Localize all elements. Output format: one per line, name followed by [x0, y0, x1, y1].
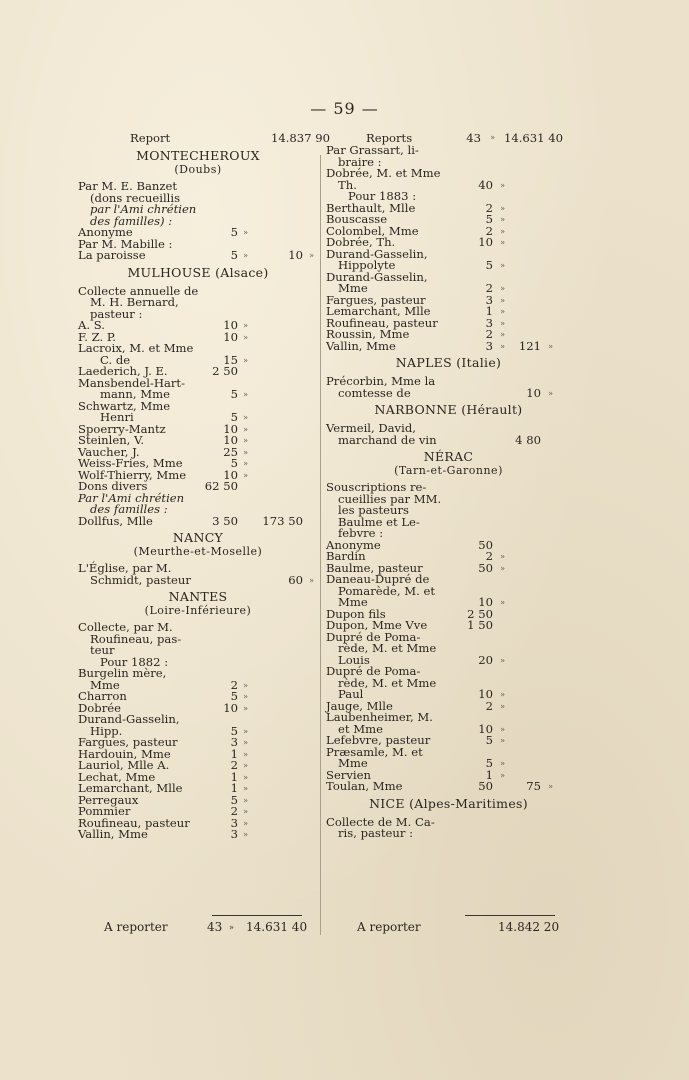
- entry-text: Dobrée: [78, 700, 121, 715]
- section-title: MONTECHEROUX: [136, 148, 260, 163]
- entry-subtotal: 75: [526, 779, 541, 793]
- entry-text: Weiss-Fries, Mme: [78, 456, 183, 470]
- entry-amount: 5: [230, 456, 238, 470]
- entry-text: M. H. Bernard,: [90, 295, 179, 309]
- entry-text: Charron: [78, 689, 127, 703]
- entry-ditto-mark: »: [243, 680, 248, 690]
- entry-ditto-mark: »: [500, 736, 505, 745]
- entry-row: [326, 338, 571, 353]
- entry-amount: 5: [485, 258, 493, 272]
- left-column: [78, 131, 330, 841]
- entry-amount: 40: [478, 177, 493, 192]
- entry-text: Burgelin mère,: [78, 666, 167, 680]
- entry-text: Roufineau, pasteur: [78, 815, 190, 830]
- entry-amount: 1: [230, 781, 238, 795]
- entry-amount: 2: [230, 677, 238, 692]
- entry-text: Lacroix, M. et Mme: [78, 341, 194, 355]
- entry-text: cueillies par MM.: [338, 491, 442, 506]
- entry-text: Durand-Gasselin,: [326, 246, 428, 261]
- report-label: Reports: [366, 131, 413, 145]
- entry-amount: 2: [230, 758, 238, 772]
- entry-text: Præsamle, M. et: [326, 744, 423, 759]
- footer-left-subtotal: 43: [207, 920, 223, 934]
- entry-amount: 2: [485, 281, 493, 295]
- entry-amount: 2 50: [467, 606, 493, 621]
- entry-text: Vaucher, J.: [78, 444, 140, 459]
- entry-text: Dupré de Poma-: [326, 629, 421, 644]
- section-title: MULHOUSE (Alsace): [127, 264, 269, 280]
- entry-ditto-mark: »: [243, 251, 248, 260]
- entry-text: des familles) :: [90, 213, 173, 228]
- entry-ditto-mark: »: [500, 552, 505, 561]
- entry-ditto-mark: »: [243, 424, 248, 434]
- entry-ditto-mark: »: [500, 238, 505, 247]
- entry-row: [326, 385, 571, 400]
- entry-amount: 1 50: [467, 618, 493, 632]
- entry-text: febvre :: [338, 526, 384, 540]
- right-column: [326, 131, 571, 840]
- entry-text: Steinlen, V.: [78, 433, 145, 447]
- entry-text: Daneau-Dupré de: [326, 572, 430, 586]
- entry-ditto-mark: »: [243, 761, 248, 770]
- entry-text: Collecte, par M.: [78, 620, 173, 634]
- entry-ditto-mark: »: [500, 563, 505, 573]
- entry-text: Pour 1882 :: [100, 654, 169, 669]
- entry-text: Spoerry-Mantz: [78, 421, 166, 436]
- entry-amount: 10: [478, 235, 493, 249]
- entry-text: Par M. Mabille :: [78, 236, 173, 251]
- entry-amount: 15: [223, 352, 238, 367]
- entry-amount: 10: [223, 318, 238, 332]
- entry-text: Vermeil, David,: [326, 421, 416, 435]
- entry-text: Dupré de Poma-: [326, 664, 421, 678]
- entry-text: Jauge, Mlle: [326, 698, 393, 713]
- entry-text: C. de: [100, 352, 131, 367]
- entry-text: Fargues, pasteur: [326, 292, 426, 307]
- entry-subtotal: 4 80: [515, 432, 541, 447]
- entry-text: rède, M. et Mme: [338, 641, 437, 655]
- entry-ditto-mark: »: [243, 692, 248, 701]
- entry-text: Par Grassart, li-: [326, 143, 419, 157]
- entry-amount: 10: [223, 433, 238, 447]
- entry-text: Roufineau, pas-: [90, 631, 182, 646]
- entry-text: braire :: [338, 154, 382, 169]
- entry-text: Servien: [326, 767, 371, 782]
- entry-subtotal-mark: »: [548, 341, 553, 351]
- entry-text: Par l'Ami chrétien: [78, 490, 185, 505]
- entry-amount: 3: [230, 735, 238, 749]
- entry-amount: 2: [485, 549, 493, 563]
- footer-left-subtotal-mark: »: [229, 923, 234, 932]
- entry-row: [78, 306, 318, 321]
- entry-ditto-mark: »: [500, 318, 505, 328]
- entry-text: Mansbendel-Hart-: [78, 375, 185, 390]
- entry-ditto-mark: »: [243, 228, 248, 237]
- entry-text: Colombel, Mme: [326, 223, 419, 238]
- entry-text: Dobrée, Th.: [326, 235, 396, 249]
- entry-amount: 3: [230, 827, 238, 841]
- entry-text: Dons divers: [78, 479, 148, 493]
- entry-ditto-mark: »: [500, 295, 505, 305]
- entry-text: Lefebvre, pasteur: [326, 733, 431, 747]
- entry-amount: 3 50: [212, 513, 238, 528]
- entry-amount: 1: [485, 304, 493, 318]
- entry-ditto-mark: »: [500, 307, 505, 316]
- report-row: [78, 131, 330, 145]
- footer-right-label: A reporter: [357, 920, 421, 934]
- entry-row: [78, 513, 318, 528]
- entry-amount: 20: [478, 652, 493, 667]
- entry-text: Fargues, pasteur: [78, 735, 178, 749]
- report-amount: 14.631 40: [503, 131, 563, 145]
- entry-amount: 5: [230, 792, 238, 807]
- entry-ditto-mark: »: [243, 470, 248, 480]
- entry-text: rède, M. et Mme: [338, 675, 437, 690]
- entry-text: Schmidt, pasteur: [90, 572, 191, 587]
- entry-ditto-mark: »: [500, 226, 505, 236]
- entry-ditto-mark: »: [243, 321, 248, 330]
- entry-ditto-mark: »: [243, 818, 248, 828]
- section-title: NANCY: [172, 530, 224, 545]
- entry-amount: 3: [485, 338, 493, 353]
- entry-subtotal: 10: [526, 385, 541, 400]
- entry-subtotal: 10: [288, 248, 303, 262]
- entry-text: Louis: [338, 652, 370, 667]
- entry-ditto-mark: »: [243, 738, 248, 747]
- entry-ditto-mark: »: [243, 413, 248, 422]
- entry-text: Lemarchant, Mlle: [78, 781, 183, 795]
- entry-amount: 5: [485, 756, 493, 770]
- entry-ditto-mark: »: [243, 332, 248, 342]
- entry-amount: 50: [478, 537, 493, 552]
- entry-text: La paroisse: [78, 248, 146, 262]
- entry-row: [326, 781, 571, 793]
- section-title: NANTES: [168, 589, 228, 604]
- footer-left-label: A reporter: [104, 920, 168, 934]
- entry-text: Vallin, Mme: [326, 338, 396, 353]
- entry-text: Toulan, Mme: [326, 779, 403, 793]
- entry-amount: 5: [230, 387, 238, 401]
- entry-ditto-mark: »: [500, 655, 505, 665]
- entry-amount: 25: [223, 444, 238, 459]
- footer-rule-left: [212, 915, 302, 916]
- entry-ditto-mark: »: [500, 261, 505, 270]
- entry-row: [326, 828, 571, 840]
- entry-ditto-mark: »: [500, 701, 505, 711]
- entry-subtotal-mark: »: [548, 782, 553, 791]
- entry-ditto-mark: »: [500, 690, 505, 699]
- section-region: (Loire-Inférieure): [144, 604, 252, 617]
- report-label: Report: [130, 131, 171, 145]
- entry-text: Lechat, Mme: [78, 769, 156, 784]
- entry-amount: 1: [230, 769, 238, 784]
- entry-ditto-mark: »: [500, 284, 505, 293]
- entry-amount: 1: [485, 767, 493, 782]
- entry-amount: 2: [485, 327, 493, 341]
- entry-text: Mme: [338, 281, 368, 295]
- entry-ditto-mark: »: [243, 795, 248, 805]
- entry-amount: 10: [478, 595, 493, 609]
- entry-text: Pour 1883 :: [348, 189, 417, 203]
- entry-text: Durand-Gasselin,: [326, 269, 428, 284]
- entry-text: Anonyme: [326, 537, 381, 552]
- entry-text: Bouscasse: [326, 212, 388, 226]
- entry-ditto-mark: »: [500, 598, 505, 607]
- entry-text: Hardouin, Mme: [78, 746, 171, 761]
- entry-text: Henri: [100, 410, 134, 424]
- entry-ditto-mark: »: [243, 726, 248, 736]
- entry-subtotal-mark: »: [309, 575, 314, 585]
- entry-text: Berthault, Mlle: [326, 200, 416, 215]
- entry-amount: 10: [478, 721, 493, 736]
- entry-ditto-mark: »: [243, 703, 248, 713]
- entry-ditto-mark: »: [243, 390, 248, 399]
- section-region: (Tarn-et-Garonne): [394, 464, 503, 477]
- entry-text: Mme: [338, 756, 368, 770]
- entry-text: Hipp.: [90, 723, 123, 738]
- entry-ditto-mark: »: [243, 355, 248, 365]
- entry-amount: 5: [485, 733, 493, 747]
- entry-ditto-mark: »: [500, 341, 505, 351]
- entry-ditto-mark: »: [500, 180, 505, 190]
- entry-text: ris, pasteur :: [338, 826, 413, 840]
- entry-amount: 1: [230, 746, 238, 761]
- page-number: — 59 —: [310, 99, 379, 118]
- entry-ditto-mark: »: [243, 784, 248, 793]
- entry-amount: 5: [230, 723, 238, 738]
- entry-ditto-mark: »: [243, 772, 248, 782]
- footer-right-total: 14.842 20: [498, 920, 560, 934]
- entry-text: Souscriptions re-: [326, 480, 427, 494]
- report-amount: 14.837 90: [270, 131, 330, 145]
- entry-text: Roussin, Mme: [326, 327, 410, 341]
- entry-ditto-mark: »: [500, 215, 505, 224]
- entry-text: Lauriol, Mlle A.: [78, 758, 170, 772]
- entry-text: Bardin: [326, 549, 366, 563]
- entry-text: Perregaux: [78, 792, 139, 807]
- entry-ditto-mark: »: [243, 459, 248, 468]
- entry-row: [78, 572, 318, 587]
- report-subtotal: 43: [466, 131, 481, 145]
- entry-amount: 5: [485, 212, 493, 226]
- entry-text: Anonyme: [78, 225, 133, 239]
- section-title: NICE (Alpes-Maritimes): [369, 795, 528, 811]
- entry-text: Th.: [338, 177, 357, 192]
- entry-subtotal: 173 50: [262, 513, 303, 528]
- entry-text: Vallin, Mme: [78, 827, 148, 841]
- entry-text: Mme: [338, 595, 368, 609]
- entry-ditto-mark: »: [500, 770, 505, 780]
- entry-ditto-mark: »: [243, 830, 248, 839]
- entry-text: Dupon fils: [326, 606, 386, 621]
- entry-ditto-mark: »: [500, 759, 505, 768]
- entry-amount: 10: [478, 687, 493, 701]
- entry-text: Laubenheimer, M.: [326, 710, 433, 724]
- entry-text: par l'Ami chrétien: [90, 202, 197, 216]
- entry-amount: 2 50: [212, 364, 238, 378]
- entry-amount: 50: [478, 779, 493, 793]
- entry-subtotal-mark: »: [548, 388, 553, 398]
- entry-text: Par M. E. Banzet: [78, 179, 178, 193]
- entry-amount: 5: [230, 225, 238, 239]
- entry-text: et Mme: [338, 721, 383, 736]
- entry-amount: 2: [230, 804, 238, 818]
- entry-amount: 2: [485, 698, 493, 713]
- entry-amount: 3: [485, 292, 493, 307]
- entry-text: teur: [90, 643, 115, 657]
- entry-text: F. Z. P.: [78, 329, 116, 344]
- entry-amount: 3: [230, 815, 238, 830]
- entry-text: L'Église, par M.: [78, 561, 172, 575]
- entry-row: [326, 168, 571, 180]
- entry-ditto-mark: »: [500, 330, 505, 339]
- footer-left-total: 14.631 40: [246, 920, 308, 934]
- entry-row: [326, 432, 571, 447]
- entry-ditto-mark: »: [500, 203, 505, 213]
- entry-subtotal-mark: »: [309, 251, 314, 260]
- entry-text: Précorbin, Mme la: [326, 374, 436, 388]
- entry-text: pasteur :: [90, 306, 143, 321]
- entry-subtotal: 60: [288, 572, 303, 587]
- entry-amount: 5: [230, 410, 238, 424]
- footer-rule-right: [465, 915, 555, 916]
- entry-amount: 50: [478, 560, 493, 575]
- entry-amount: 10: [223, 467, 238, 482]
- entry-amount: 62 50: [204, 479, 238, 493]
- entry-text: Baulme et Le-: [338, 514, 420, 529]
- entry-text: Durand-Gasselin,: [78, 712, 180, 726]
- entry-text: mann, Mme: [100, 387, 170, 401]
- entry-text: Collecte de M. Ca-: [326, 814, 435, 829]
- section-title: NARBONNE (Hérault): [374, 402, 523, 417]
- column-divider: [320, 155, 321, 935]
- entry-ditto-mark: »: [243, 447, 248, 457]
- entry-text: Schwartz, Mme: [78, 398, 171, 413]
- entry-text: Dupon, Mme Vve: [326, 618, 428, 632]
- entry-text: Wolf-Thierry, Mme: [78, 467, 187, 482]
- entry-amount: 5: [230, 248, 238, 262]
- entry-ditto-mark: »: [243, 807, 248, 816]
- entry-row: [78, 250, 318, 262]
- section-region: (Meurthe-et-Moselle): [133, 545, 263, 558]
- entry-text: marchand de vin: [338, 432, 437, 447]
- entry-text: Collecte annuelle de: [78, 283, 199, 298]
- entry-subtotal: 121: [518, 338, 541, 353]
- entry-text: Laederich, J. E.: [78, 364, 168, 378]
- entry-text: Pommier: [78, 804, 131, 818]
- entry-text: comtesse de: [338, 385, 411, 400]
- section-region: (Doubs): [174, 163, 222, 176]
- entry-amount: 10: [223, 421, 238, 436]
- entry-row: [78, 829, 318, 841]
- entry-text: Hippolyte: [338, 258, 396, 272]
- entry-text: Mme: [90, 677, 120, 692]
- entry-text: Dollfus, Mlle: [78, 513, 153, 528]
- entry-ditto-mark: »: [243, 749, 248, 759]
- entry-ditto-mark: »: [243, 436, 248, 445]
- entry-text: Lemarchant, Mlle: [326, 304, 431, 318]
- entry-text: les pasteurs: [338, 503, 409, 517]
- entry-amount: 2: [485, 200, 493, 215]
- entry-text: Baulme, pasteur: [326, 560, 423, 575]
- entry-text: Dobrée, M. et Mme: [326, 166, 441, 180]
- entry-amount: 3: [485, 315, 493, 330]
- entry-amount: 10: [223, 329, 238, 344]
- entry-ditto-mark: »: [500, 724, 505, 734]
- report-subtotal-mark: »: [490, 133, 495, 142]
- entry-text: Pomarède, M. et: [338, 583, 436, 598]
- entry-text: Paul: [338, 687, 364, 701]
- entry-text: Roufineau, pasteur: [326, 315, 438, 330]
- entry-amount: 2: [485, 223, 493, 238]
- entry-text: des familles :: [90, 502, 168, 516]
- entry-amount: 10: [223, 700, 238, 715]
- section-title: NÉRAC: [423, 449, 474, 464]
- entry-amount: 5: [230, 689, 238, 703]
- entry-text: A. S.: [78, 318, 105, 332]
- section-title: NAPLES (Italie): [395, 355, 502, 370]
- entry-text: (dons recueillis: [90, 190, 181, 205]
